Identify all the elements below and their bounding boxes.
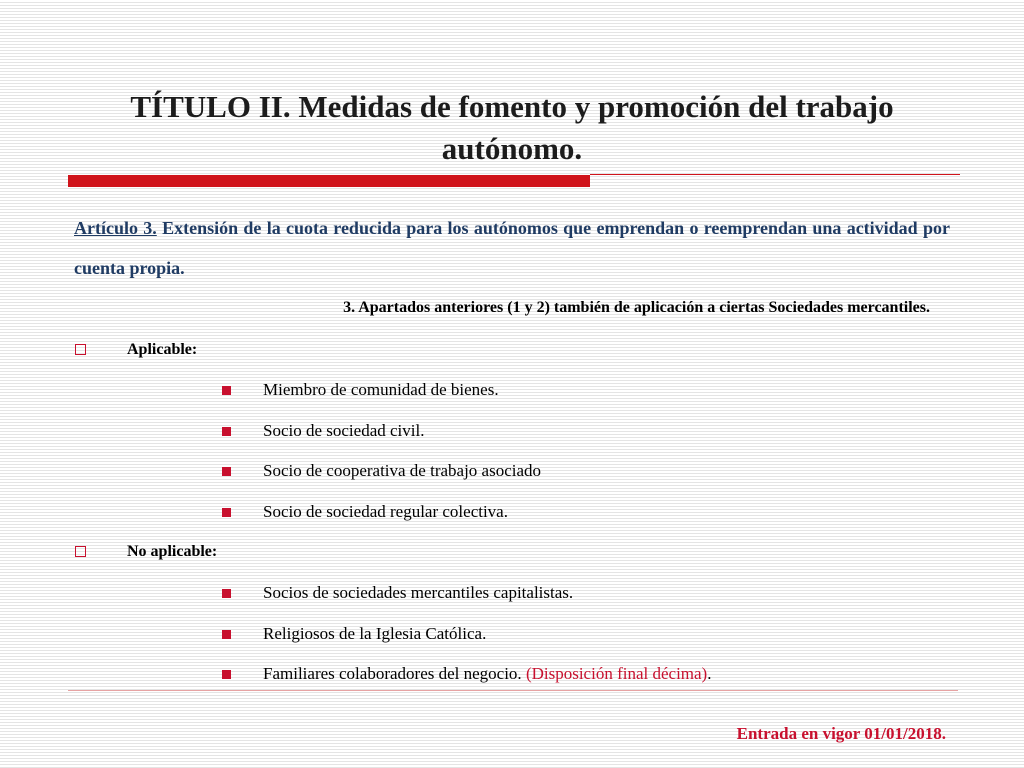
list-item-text: Miembro de comunidad de bienes. bbox=[263, 380, 499, 399]
list-item-text: Socios de sociedades mercantiles capitalistas. bbox=[263, 583, 574, 602]
slide-title-line-2: autónomo. bbox=[441, 131, 583, 166]
title-divider-thick bbox=[68, 175, 590, 187]
list-item-text: Familiares colaboradores del negocio. (Disposición final décima). bbox=[263, 664, 712, 683]
filled-square-bullet-icon bbox=[222, 386, 231, 395]
filled-square-bullet-icon bbox=[222, 508, 231, 517]
effective-date: Entrada en vigor 01/01/2018. bbox=[736, 724, 946, 743]
legal-reference: (Disposición final décima) bbox=[525, 664, 708, 683]
list-item-text: Socio de sociedad regular colectiva. bbox=[263, 502, 508, 521]
filled-square-bullet-icon bbox=[222, 670, 231, 679]
article-heading bbox=[74, 208, 950, 288]
title-divider-thin bbox=[590, 174, 960, 175]
article-heading-text: Extensión de la cuota reducida para los autónomos que emprendan o reemprendan una actividad por cuenta propia. bbox=[74, 218, 950, 278]
scope-note: 3. Apartados anteriores (1 y 2) también de aplicación a ciertas Sociedades mercantiles. bbox=[343, 299, 930, 316]
list-item-text: Socio de sociedad civil. bbox=[263, 421, 425, 440]
filled-square-bullet-icon bbox=[222, 589, 231, 598]
slide-title bbox=[60, 86, 964, 170]
filled-square-bullet-icon bbox=[222, 427, 231, 436]
section-label-applicable: Aplicable: bbox=[127, 341, 198, 358]
hollow-square-bullet-icon bbox=[75, 546, 86, 557]
filled-square-bullet-icon bbox=[222, 467, 231, 476]
list-item-text: Religiosos de la Iglesia Católica. bbox=[263, 624, 487, 643]
slide-title-line-1: TÍTULO II. Medidas de fomento y promoción del trabajo bbox=[130, 89, 894, 124]
list-item-text: Socio de cooperativa de trabajo asociado bbox=[263, 461, 542, 480]
footer-divider bbox=[68, 690, 958, 691]
article-number: Artículo 3. bbox=[74, 218, 157, 238]
filled-square-bullet-icon bbox=[222, 630, 231, 639]
hollow-square-bullet-icon bbox=[75, 344, 86, 355]
section-label-not-applicable: No aplicable: bbox=[127, 543, 218, 560]
